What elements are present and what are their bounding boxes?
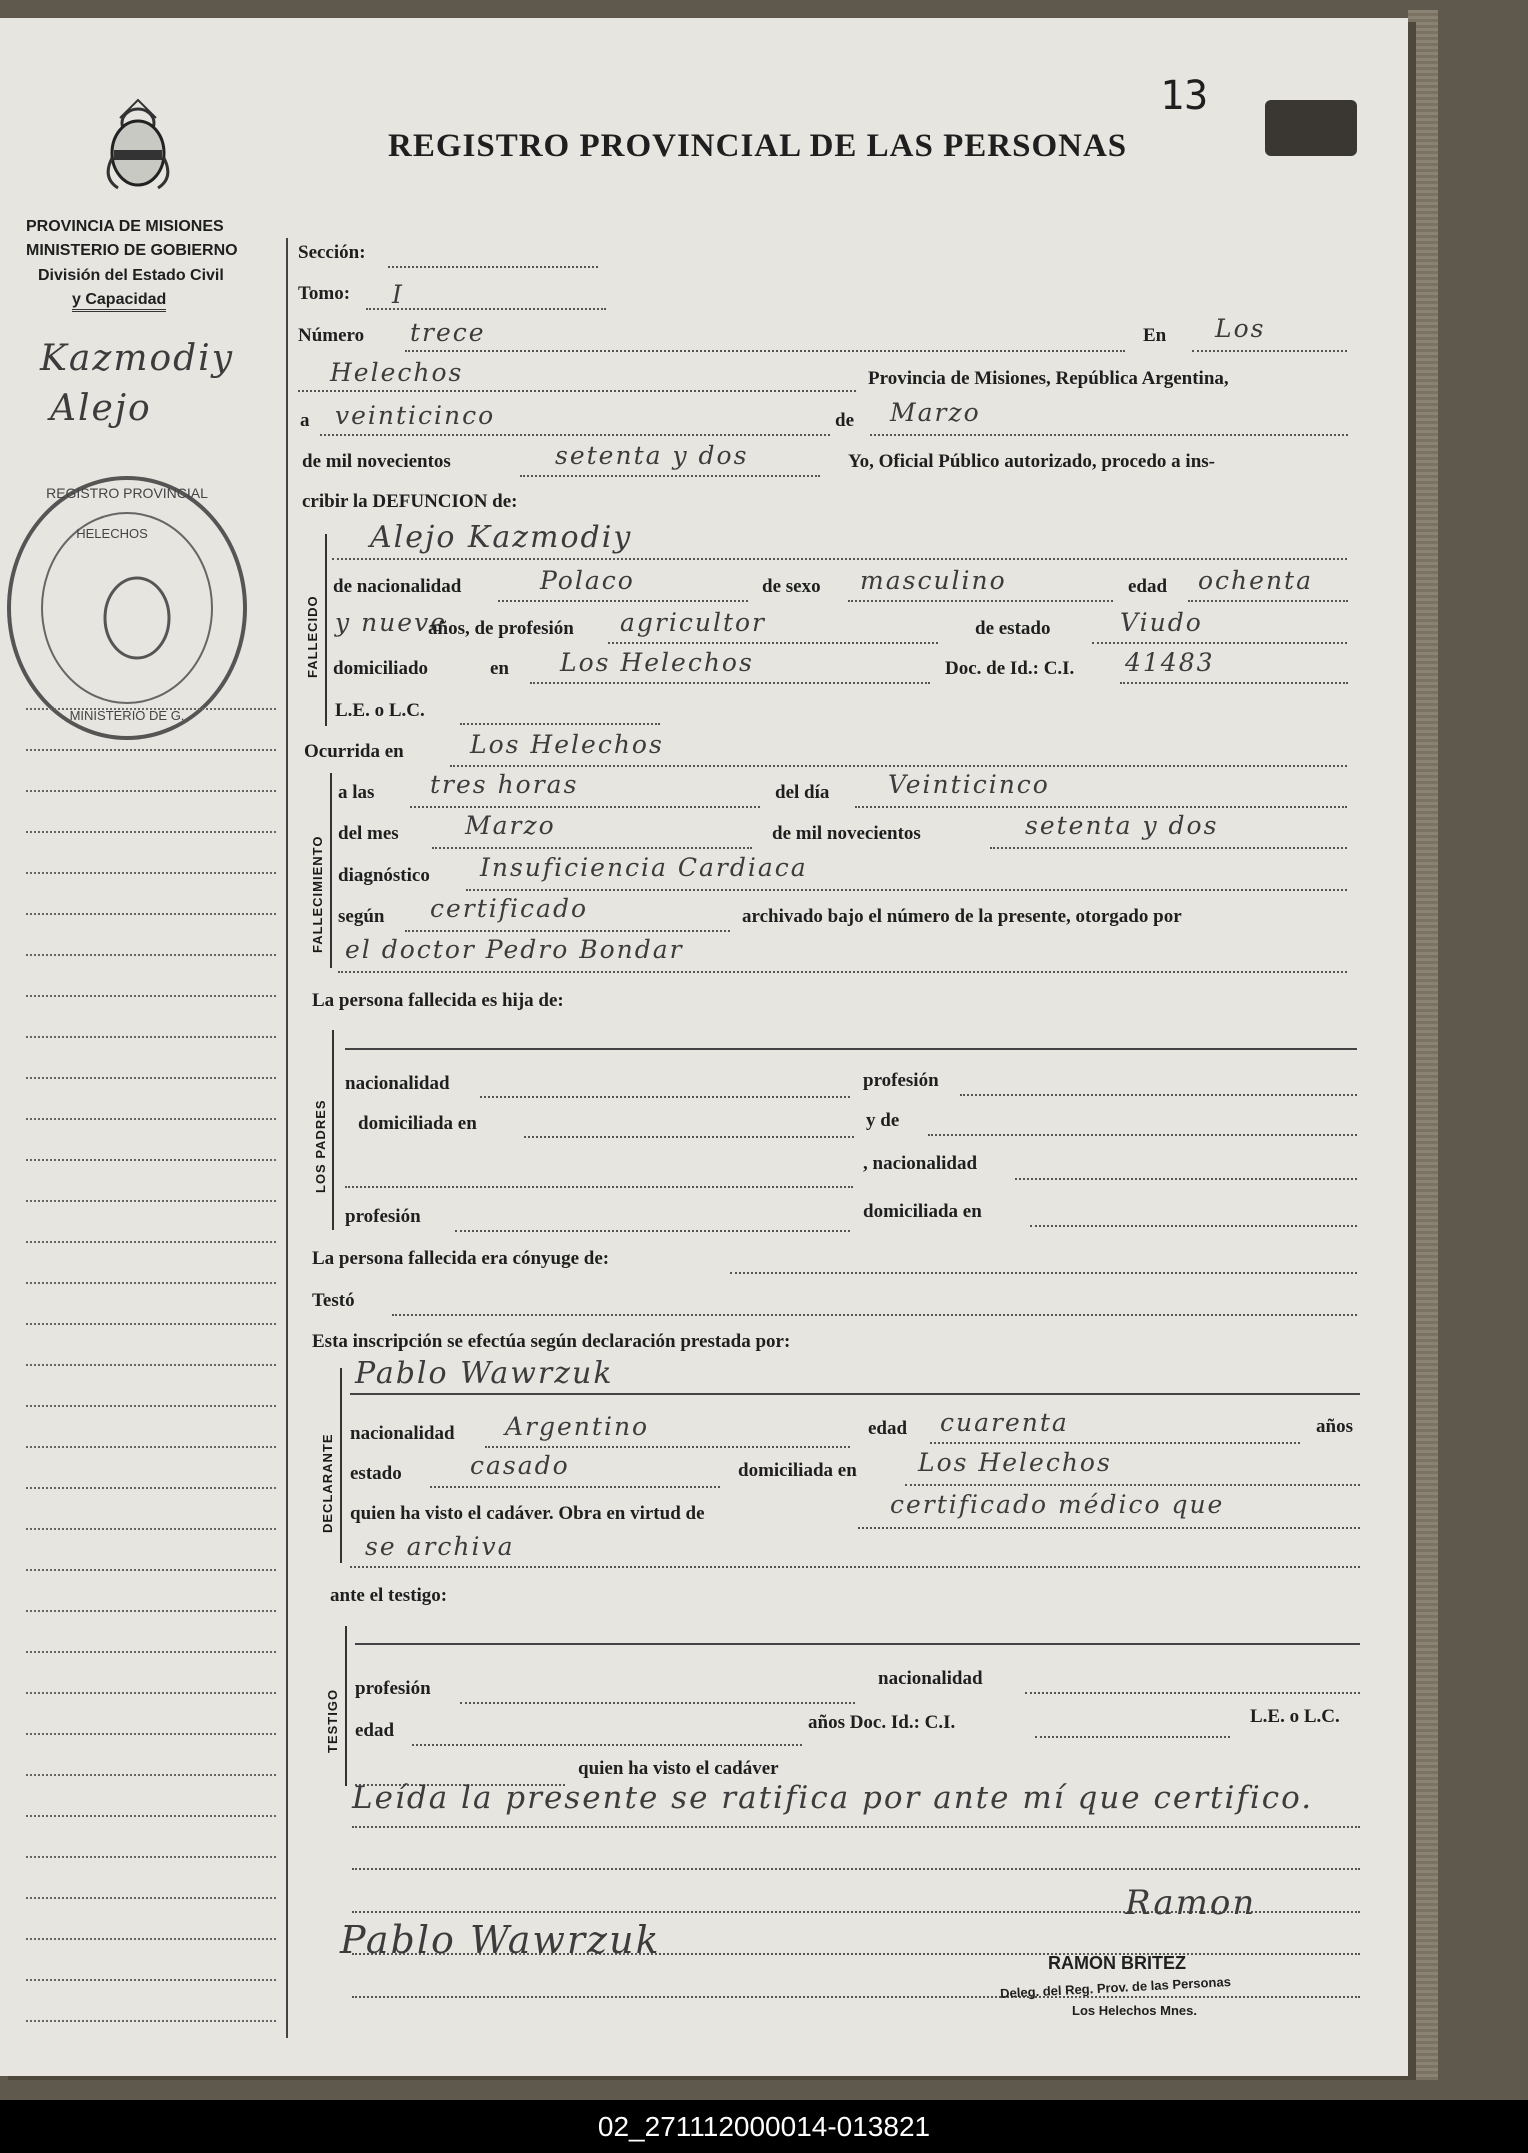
de-mil-2-label: de mil novecientos <box>772 823 921 844</box>
madre-domicilio-label: domiciliada en <box>863 1201 982 1222</box>
margin-rule <box>26 1077 276 1079</box>
conyuge-line <box>730 1272 1357 1274</box>
padre-profesion-line <box>960 1094 1357 1096</box>
diagnostico-label: diagnóstico <box>338 865 430 886</box>
year-line <box>520 475 820 477</box>
de-label: de <box>835 410 854 431</box>
coat-of-arms-icon <box>98 88 178 198</box>
official-place: Los Helechos Mnes. <box>1072 2003 1197 2018</box>
margin-rule <box>26 1733 276 1735</box>
hija-label: La persona fallecida es hija de: <box>312 990 564 1011</box>
padre-domicilio-line <box>524 1136 854 1138</box>
declarante-edad-line <box>930 1442 1300 1444</box>
margin-rule <box>26 995 276 997</box>
en-label: En <box>1143 325 1167 346</box>
closing-line-1 <box>352 1826 1360 1828</box>
a-las-value: tres horas <box>430 770 579 799</box>
folio-stamp <box>1265 100 1357 156</box>
margin-rule <box>26 1200 276 1202</box>
madre-nacionalidad-label: , nacionalidad <box>863 1153 978 1174</box>
profesion-label: años, de profesión <box>428 618 574 639</box>
declarante-domicilio-line <box>905 1484 1360 1486</box>
capacity-label: y Capacidad <box>72 291 166 312</box>
margin-rule <box>26 1118 276 1120</box>
declarante-name-line <box>350 1393 1360 1395</box>
testigo-edad-line <box>412 1744 802 1746</box>
conyuge-label: La persona fallecida era cónyuge de: <box>312 1248 610 1269</box>
fallecimiento-bracket <box>330 773 332 968</box>
ocurrida-line <box>450 765 1347 767</box>
closing-line-5 <box>352 1996 1360 1998</box>
profesion-line <box>608 642 938 644</box>
testigo-profesion-line <box>460 1702 855 1704</box>
anio-value: setenta y dos <box>1025 811 1219 840</box>
en-line <box>1192 350 1347 352</box>
testigo-bracket <box>345 1626 347 1786</box>
book-binding <box>1408 10 1438 2080</box>
margin-given-name: Alejo <box>50 388 152 429</box>
obra-line-2 <box>350 1566 1360 1568</box>
province-label: PROVINCIA DE MISIONES <box>26 218 224 235</box>
padre-nacionalidad-line <box>480 1096 850 1098</box>
domicilio-line <box>530 682 930 684</box>
le-line <box>460 723 660 725</box>
testo-line <box>392 1314 1357 1316</box>
margin-surname: Kazmodiy <box>40 338 235 379</box>
segun-line <box>405 930 730 932</box>
madre-domicilio-line <box>1030 1225 1357 1227</box>
segun-value: certificado <box>430 894 588 923</box>
margin-rule <box>26 1323 276 1325</box>
madre-nacionalidad-line <box>1015 1178 1357 1180</box>
margin-divider <box>286 238 288 2038</box>
month-line <box>870 434 1348 436</box>
fallecimiento-section-label: FALLECIMIENTO <box>310 835 325 953</box>
testigo-doc-line <box>1035 1736 1230 1738</box>
day-value: veinticinco <box>335 401 496 430</box>
margin-rule <box>26 1815 276 1817</box>
margin-rule <box>26 1241 276 1243</box>
fallecido-section-label: FALLECIDO <box>305 595 320 678</box>
declarante-edad-label: edad <box>868 1418 908 1439</box>
del-mes-label: del mes <box>338 823 399 844</box>
madre-name-line <box>928 1134 1357 1136</box>
margin-rule <box>26 1364 276 1366</box>
margin-rule <box>26 1938 276 1940</box>
sexo-value: masculino <box>860 566 1007 595</box>
edad-label: edad <box>1128 576 1168 597</box>
doc-value: 41483 <box>1125 648 1215 677</box>
margin-rule <box>26 1036 276 1038</box>
margin-rule <box>26 1897 276 1899</box>
margin-rule <box>26 954 276 956</box>
svg-text:REGISTRO PROVINCIAL: REGISTRO PROVINCIAL <box>46 485 208 501</box>
declarante-domicilio-value: Los Helechos <box>918 1448 1112 1477</box>
doc-line <box>1120 682 1348 684</box>
svg-text:MINISTERIO DE G.: MINISTERIO DE G. <box>69 708 185 723</box>
edad-line <box>1188 600 1348 602</box>
madre-profesion-label: profesión <box>345 1206 421 1227</box>
margin-rule <box>26 1610 276 1612</box>
declarante-nacionalidad-value: Argentino <box>505 1412 650 1441</box>
official-seal-icon <box>2 458 252 758</box>
edad-value-2: y nueve <box>335 608 447 637</box>
diagnostico-value: Insuficiencia Cardiaca <box>480 853 808 882</box>
testigo-doc-label: años Doc. Id.: C.I. <box>808 1712 956 1733</box>
margin-rule <box>26 1692 276 1694</box>
numero-label: Número <box>298 325 365 346</box>
en-value: Los <box>1215 314 1266 343</box>
y-de-label: y de <box>866 1110 900 1131</box>
margin-rule <box>26 1979 276 1981</box>
del-dia-label: del día <box>775 782 830 803</box>
margin-rule <box>26 1856 276 1858</box>
mes-line <box>432 847 752 849</box>
a-las-line <box>410 806 760 808</box>
anio-line <box>990 847 1347 849</box>
month-value: Marzo <box>890 398 981 427</box>
padres-section-label: LOS PADRES <box>313 1099 328 1193</box>
tomo-label: Tomo: <box>298 283 351 304</box>
margin-rule <box>26 1487 276 1489</box>
testo-label: Testó <box>312 1290 355 1311</box>
declarante-domicilio-label: domiciliada en <box>738 1460 857 1481</box>
segun-label: según <box>338 906 385 927</box>
estado-label: de estado <box>975 618 1051 639</box>
margin-rule <box>26 831 276 833</box>
sexo-line <box>848 600 1113 602</box>
domiciliado-en-label: en <box>490 658 509 679</box>
seccion-line <box>388 266 598 268</box>
declarante-signature: Pablo Wawrzuk <box>340 1918 661 1962</box>
year-value: setenta y dos <box>555 441 749 470</box>
declarante-edad-value: cuarenta <box>940 1408 1069 1437</box>
margin-rule <box>26 1651 276 1653</box>
dia-value: Veinticinco <box>888 770 1050 799</box>
margin-rule <box>26 708 276 710</box>
ante-testigo-label: ante el testigo: <box>330 1585 448 1606</box>
padres-bracket <box>332 1030 334 1230</box>
diagnostico-line <box>466 889 1347 891</box>
fallecido-name-value: Alejo Kazmodiy <box>370 520 633 555</box>
padre-domicilio-label: domiciliada en <box>358 1113 477 1134</box>
margin-rule <box>26 2020 276 2022</box>
testigo-profesion-label: profesión <box>355 1678 431 1699</box>
ocurrida-value: Los Helechos <box>470 730 664 759</box>
declarante-name-value: Pablo Wawrzuk <box>355 1356 614 1391</box>
padres-line-2 <box>345 1186 853 1188</box>
page-number: 13 <box>1160 73 1209 119</box>
declarante-anios-label: años <box>1316 1416 1353 1437</box>
a-label: a <box>300 410 310 431</box>
declarante-estado-label: estado <box>350 1463 402 1484</box>
declarante-section-label: DECLARANTE <box>320 1433 335 1533</box>
margin-rule <box>26 1774 276 1776</box>
division-label: División del Estado Civil <box>38 267 224 284</box>
dia-line <box>855 806 1347 808</box>
margin-rule <box>26 1528 276 1530</box>
margin-rule <box>26 1446 276 1448</box>
place-value: Helechos <box>330 358 464 387</box>
de-mil-label: de mil novecientos <box>302 451 451 472</box>
margin-rule <box>26 1282 276 1284</box>
day-line <box>320 434 830 436</box>
le-label: L.E. o L.C. <box>335 700 425 721</box>
margin-rule <box>26 1405 276 1407</box>
cribir-label: cribir la DEFUNCION de: <box>302 491 518 512</box>
domiciliado-label: domiciliado <box>333 658 429 679</box>
fallecido-bracket <box>325 534 327 726</box>
archivado-label: archivado bajo el número de la presente, otorgado por <box>742 906 1182 927</box>
margin-rule <box>26 1569 276 1571</box>
nacionalidad-label: de nacionalidad <box>333 576 462 597</box>
margin-rule <box>26 913 276 915</box>
testigo-section-label: TESTIGO <box>325 1688 340 1753</box>
padres-line-1 <box>345 1048 1357 1050</box>
tomo-value: I <box>392 280 404 309</box>
obra-line <box>858 1527 1360 1529</box>
place-line <box>298 390 856 392</box>
declarante-nacionalidad-line <box>485 1446 850 1448</box>
mes-value: Marzo <box>465 811 556 840</box>
nacionalidad-line <box>498 600 748 602</box>
sexo-label: de sexo <box>762 576 821 597</box>
estado-line <box>1092 642 1347 644</box>
official-title: Deleg. del Reg. Prov. de las Personas <box>999 1973 1232 2002</box>
oficial-label: Yo, Oficial Público autorizado, procedo a ins- <box>848 451 1215 472</box>
declarante-estado-value: casado <box>470 1451 570 1480</box>
obra-value: certificado médico que <box>890 1490 1225 1519</box>
margin-rule <box>26 790 276 792</box>
declarante-estado-line <box>430 1486 720 1488</box>
ocurrida-label: Ocurrida en <box>304 741 404 762</box>
testigo-name-line <box>355 1643 1360 1645</box>
page-title: REGISTRO PROVINCIAL DE LAS PERSONAS <box>388 128 1128 164</box>
numero-value: trece <box>410 318 486 347</box>
madre-profesion-line <box>455 1230 850 1232</box>
declaracion-label: Esta inscripción se efectúa según declaración prestada por: <box>312 1331 791 1352</box>
file-name-bar: 02_271112000014-013821 <box>0 2100 1528 2153</box>
register-page <box>0 18 1408 2076</box>
estado-value: Viudo <box>1120 608 1203 637</box>
profesion-value: agricultor <box>620 608 767 637</box>
doctor-line <box>338 971 1347 973</box>
official-signature: Ramon <box>1125 1883 1257 1923</box>
declarante-nacionalidad-label: nacionalidad <box>350 1423 455 1444</box>
svg-text:HELECHOS: HELECHOS <box>76 526 148 541</box>
closing-line-2 <box>352 1868 1360 1870</box>
testigo-quien-label: quien ha visto el cadáver <box>578 1758 779 1779</box>
padre-nacionalidad-label: nacionalidad <box>345 1073 450 1094</box>
testigo-edad-label: edad <box>355 1720 395 1741</box>
margin-rule <box>26 749 276 751</box>
testigo-nacionalidad-line <box>1025 1692 1360 1694</box>
fallecido-name-line <box>332 558 1347 560</box>
provincia-label: Provincia de Misiones, República Argentina, <box>868 368 1229 389</box>
margin-rule <box>26 1159 276 1161</box>
seccion-label: Sección: <box>298 242 366 263</box>
padre-profesion-label: profesión <box>863 1070 939 1091</box>
ministry-label: MINISTERIO DE GOBIERNO <box>26 242 238 259</box>
doctor-value: el doctor Pedro Bondar <box>345 935 684 964</box>
doc-label: Doc. de Id.: C.I. <box>945 658 1075 679</box>
domicilio-value: Los Helechos <box>560 648 754 677</box>
edad-value-1: ochenta <box>1198 566 1314 595</box>
quien-visto-label: quien ha visto el cadáver. Obra en virtud de <box>350 1503 705 1524</box>
closing-statement: Leída la presente se ratifica por ante mí que certifico. <box>352 1780 1314 1816</box>
official-name: RAMON BRITEZ <box>1048 1953 1186 1973</box>
declarante-bracket <box>340 1368 342 1563</box>
testigo-le-label: L.E. o L.C. <box>1250 1706 1340 1727</box>
numero-line <box>405 350 1125 352</box>
obra-value-2: se archiva <box>365 1532 515 1561</box>
margin-rule <box>26 872 276 874</box>
nacionalidad-value: Polaco <box>540 566 635 595</box>
testigo-nacionalidad-label: nacionalidad <box>878 1668 983 1689</box>
a-las-label: a las <box>338 782 375 803</box>
